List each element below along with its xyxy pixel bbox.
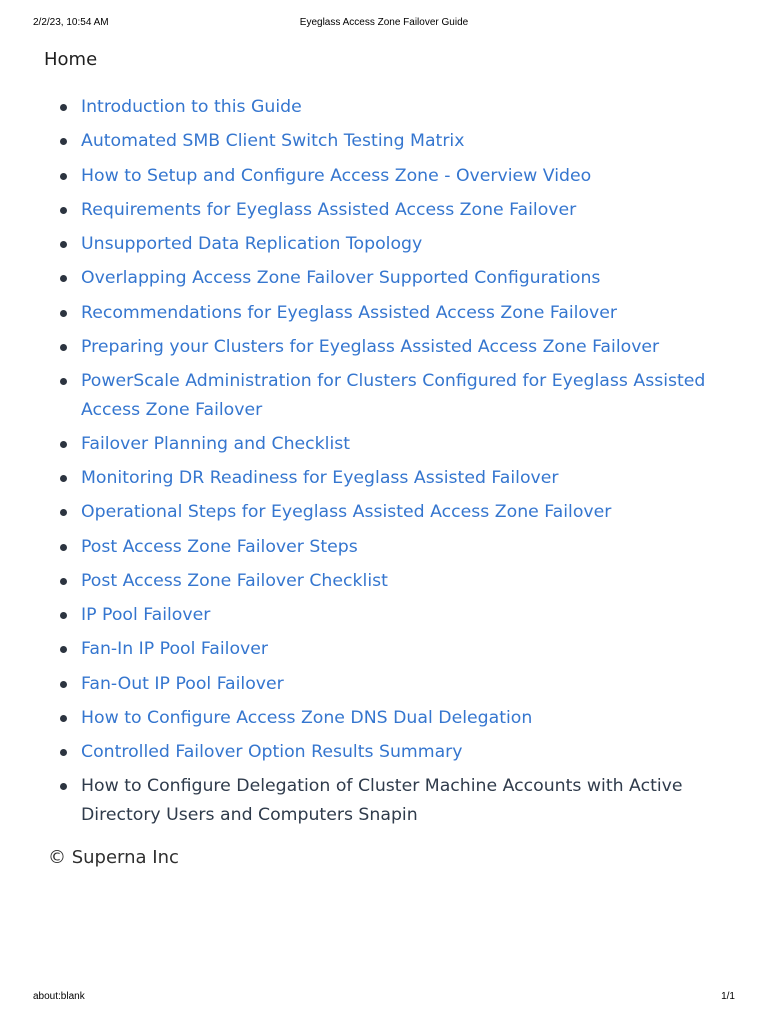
toc-link[interactable]: Unsupported Data Replication Topology <box>81 234 423 254</box>
list-item <box>56 367 736 424</box>
print-title: Eyeglass Access Zone Failover Guide <box>299 17 469 28</box>
toc-link[interactable]: IP Pool Failover <box>81 605 211 626</box>
bullet-icon <box>60 275 67 282</box>
list-item <box>56 533 736 562</box>
toc-link[interactable]: Automated SMB Client Switch Testing Matrix <box>81 131 465 152</box>
toc-link[interactable]: Recommendations for Eyeglass Assisted Access Zone Failover <box>81 302 617 323</box>
toc-link[interactable]: Controlled Failover Option Results Summary <box>81 742 463 763</box>
list-item <box>56 430 736 459</box>
bullet-icon <box>60 749 67 756</box>
list-item <box>56 704 736 733</box>
bullet-icon <box>60 310 67 317</box>
list-item <box>56 738 736 767</box>
print-datetime: 2/2/23, 10:54 AM <box>33 17 109 28</box>
toc-link[interactable]: Post Access Zone Failover Checklist <box>81 570 388 591</box>
toc-link[interactable]: Preparing your Clusters for Eyeglass Assisted Access Zone Failover <box>81 336 660 357</box>
list-item <box>56 772 736 829</box>
print-url: about:blank <box>33 991 85 1002</box>
list-item <box>56 601 736 630</box>
bullet-icon <box>60 612 67 619</box>
copyright-text: © Superna Inc <box>48 847 179 868</box>
bullet-icon <box>60 475 67 482</box>
list-item <box>56 670 736 699</box>
bullet-icon <box>60 344 67 351</box>
bullet-icon <box>60 783 67 790</box>
list-item <box>56 567 736 596</box>
bullet-icon <box>60 646 67 653</box>
toc-link[interactable]: Monitoring DR Readiness for Eyeglass Assisted Failover <box>81 468 559 489</box>
bullet-icon <box>60 509 67 516</box>
page-title: Home <box>44 49 98 70</box>
table-of-contents <box>56 93 736 835</box>
print-page-number: 1/1 <box>721 991 735 1002</box>
bullet-icon <box>60 681 67 688</box>
bullet-icon <box>60 104 67 111</box>
bullet-icon <box>60 378 67 385</box>
toc-link[interactable]: Fan-Out IP Pool Failover <box>81 673 284 694</box>
toc-link[interactable]: Requirements for Eyeglass Assisted Access Zone Failover <box>81 199 577 220</box>
list-item <box>56 127 736 156</box>
toc-link[interactable]: Operational Steps for Eyeglass Assisted Access Zone Failover <box>81 502 612 523</box>
toc-link[interactable]: How to Configure Access Zone DNS Dual Delegation <box>81 707 533 728</box>
list-item <box>56 299 736 328</box>
list-item <box>56 93 736 122</box>
list-item <box>56 464 736 493</box>
bullet-icon <box>60 544 67 551</box>
toc-link[interactable]: PowerScale Administration for Clusters Configured for Eyeglass Assisted Access Zone Failover <box>81 371 706 420</box>
print-header <box>0 17 768 33</box>
bullet-icon <box>60 715 67 722</box>
print-footer <box>0 991 768 1007</box>
list-item <box>56 230 736 259</box>
toc-link[interactable]: Fan-In IP Pool Failover <box>81 639 269 660</box>
toc-link[interactable]: How to Setup and Configure Access Zone - Overview Video <box>81 165 592 186</box>
toc-link[interactable]: Failover Planning and Checklist <box>81 433 351 454</box>
list-item <box>56 264 736 293</box>
bullet-icon <box>60 173 67 180</box>
bullet-icon <box>60 138 67 145</box>
bullet-icon <box>60 207 67 214</box>
toc-link[interactable]: Overlapping Access Zone Failover Supported Configurations <box>81 268 601 289</box>
bullet-icon <box>60 241 67 248</box>
list-item <box>56 635 736 664</box>
list-item <box>56 498 736 527</box>
bullet-icon <box>60 441 67 448</box>
toc-text: How to Configure Delegation of Cluster Machine Accounts with Active Directory Users and Computers Snapin <box>81 776 683 826</box>
list-item <box>56 196 736 225</box>
list-item <box>56 333 736 362</box>
bullet-icon <box>60 578 67 585</box>
toc-link[interactable]: Introduction to this Guide <box>81 97 302 117</box>
toc-link[interactable]: Post Access Zone Failover Steps <box>81 536 358 557</box>
list-item <box>56 162 736 191</box>
